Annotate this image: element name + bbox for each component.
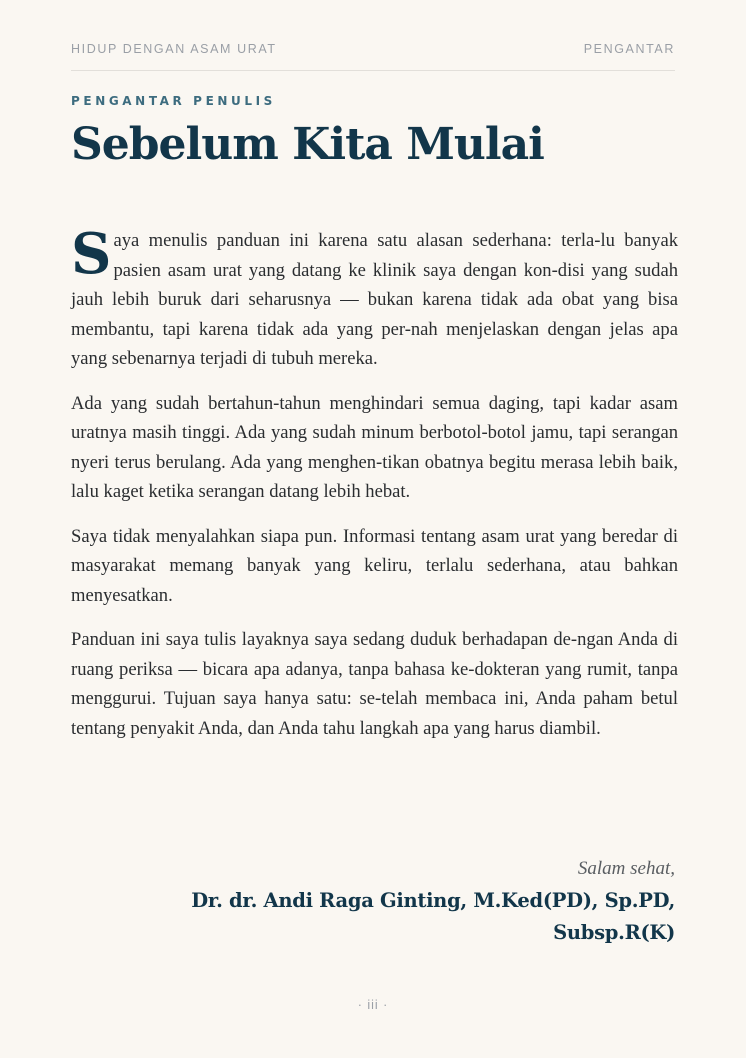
- header-divider: [71, 70, 675, 71]
- page-title: Sebelum Kita Mulai: [71, 119, 544, 170]
- signature-block: [71, 856, 675, 949]
- drop-cap: S: [71, 221, 112, 287]
- running-head-book-title: HIDUP DENGAN ASAM URAT: [71, 42, 277, 56]
- author-name-line-1: Dr. dr. Andi Raga Ginting, M.Ked(PD), Sp.PD,: [191, 889, 675, 912]
- paragraph-2: Ada yang sudah bertahun-tahun menghindari semua daging, tapi kadar asam uratnya masih tinggi. Ada yang sudah minum berbotol-botol jamu, tapi serangan nyeri terus berulang. Ada yang menghen-tikan obatnya begitu merasa lebih baik, lalu kaget ketika serangan datang lebih hebat.: [71, 392, 678, 502]
- paragraph-1: [71, 221, 678, 374]
- author-name-line-2: Subsp.R(K): [553, 921, 675, 944]
- running-head: [71, 42, 675, 58]
- paragraph-1-text: aya menulis panduan ini karena satu alasan sederhana: terla-lu banyak pasien asam urat yang datang ke klinik saya dengan kon-disi yang sudah jauh lebih buruk dari seharusnya — bukan karena tidak ada obat yang bisa membantu, tapi karena tidak ada yang per-nah menjelaskan dengan jelas apa yang sebenarnya terjadi di tubuh mereka.: [71, 230, 678, 369]
- paragraph-3: Saya tidak menyalahkan siapa pun. Informasi tentang asam urat yang beredar di masyarakat memang banyak yang keliru, terlalu sederhana, atau bahkan menyesatkan.: [71, 525, 678, 606]
- body-text: [71, 221, 678, 758]
- book-page: [71, 0, 678, 1058]
- author-name: [71, 885, 675, 949]
- section-kicker: PENGANTAR PENULIS: [71, 94, 276, 108]
- paragraph-4: Panduan ini saya tulis layaknya saya sedang duduk berhadapan de-ngan Anda di ruang periksa — bicara apa adanya, tanpa bahasa ke-dokteran yang rumit, tanpa menggurui. Tujuan saya hanya satu: se-telah membaca ini, Anda paham betul tentang penyakit Anda, dan Anda tahu langkah apa yang harus diambil.: [71, 629, 678, 739]
- page-number: · iii ·: [357, 998, 389, 1012]
- running-head-section: PENGANTAR: [583, 42, 675, 56]
- salutation: Salam sehat,: [577, 858, 675, 879]
